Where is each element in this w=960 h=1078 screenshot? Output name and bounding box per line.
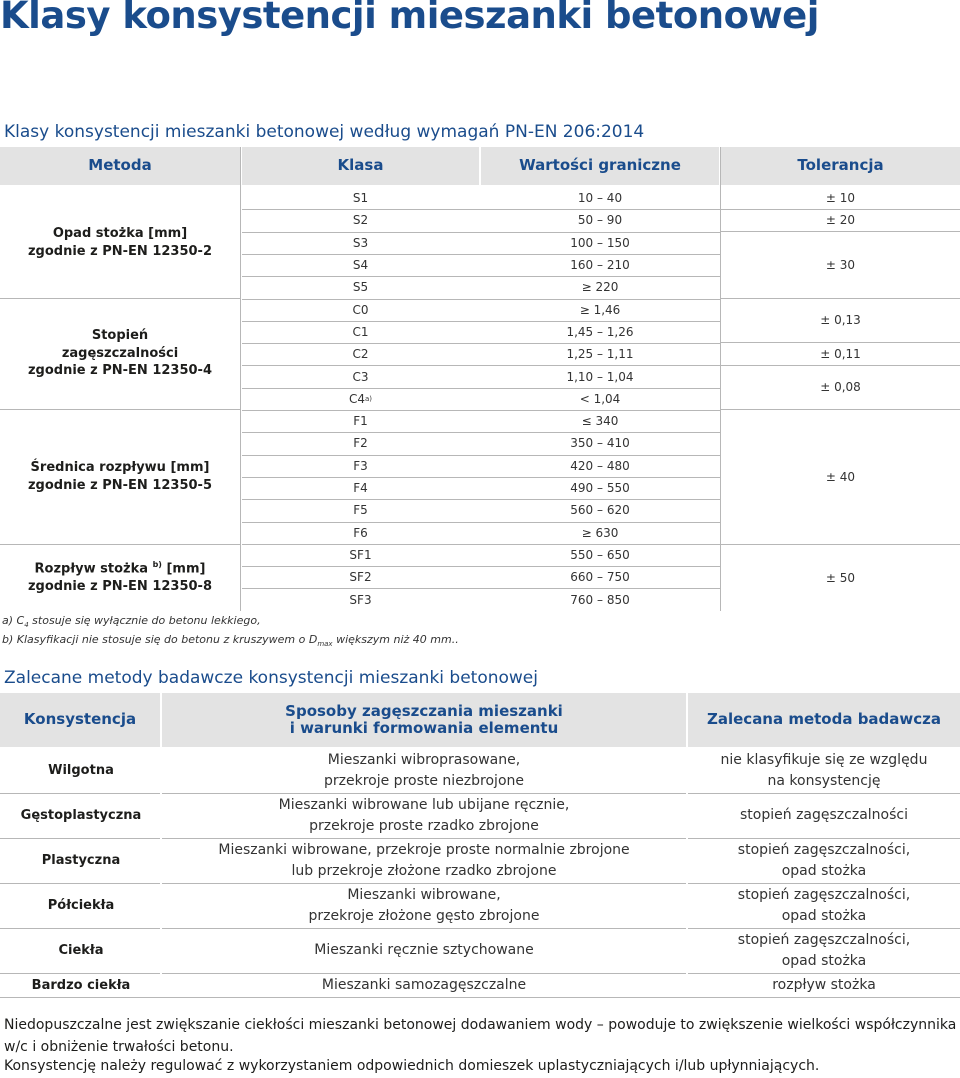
divider (721, 209, 960, 210)
note-a: a) $C_4$ stosuje się wyłącznie do betonu lekkiego, (2, 614, 261, 630)
divider (0, 928, 160, 929)
method-opad (0, 187, 240, 298)
table2-header-sposoby: Sposoby zagęszczania mieszanki i warunki formowania elementu (162, 693, 686, 747)
wartosci-cell: 550 – 650 (570, 547, 630, 562)
tolerance-cell: ± 0,13 (820, 313, 861, 327)
divider (688, 838, 960, 839)
klasa-cell: SF1 (349, 547, 372, 562)
divider (242, 254, 720, 255)
table1-header-wartosci: Wartości graniczne (481, 147, 719, 185)
divider (0, 298, 240, 299)
tolerance-cell: ± 20 (825, 213, 856, 227)
tolerance-cell: ± 30 (825, 257, 856, 272)
divider (242, 544, 720, 545)
divider (242, 477, 720, 478)
divider (688, 793, 960, 794)
klasa-cell: F5 (353, 503, 368, 518)
divider (242, 455, 720, 456)
konsystencja-cell: Ciekła (58, 943, 104, 958)
klasa-cell: S3 (352, 235, 369, 250)
divider (242, 321, 720, 322)
klasa-cell: S4 (352, 258, 369, 273)
footer-line-3: Konsystencję należy regulować z wykorzystaniem odpowiednich domieszek uplastyczniających i/lub upłynniających. (4, 1058, 820, 1074)
wartosci-cell: ≥ 220 (581, 280, 619, 295)
method-name: Opad stożka [mm] (52, 225, 188, 241)
wartosci-cell: 420 – 480 (570, 458, 630, 473)
tolerance-cell: ± 0,11 (820, 346, 861, 361)
klasa-cell: F3 (353, 458, 368, 473)
divider (162, 793, 686, 794)
divider (162, 883, 686, 884)
klasa-cell: C0 (352, 302, 369, 317)
divider (242, 410, 720, 411)
divider (242, 365, 720, 366)
divider (242, 209, 720, 210)
klasa-cell: C1 (352, 324, 369, 339)
tolerance-cell: ± 0,08 (820, 380, 861, 394)
tolerance-cell: ± 40 (825, 469, 856, 484)
metoda-cell: stopień zagęszczalności (740, 807, 908, 824)
klasa-cell: S1 (352, 191, 369, 206)
sposob-cell: Mieszanki samozagęszczalne (321, 976, 527, 993)
sposob-cell: Mieszanki wibrowane, przekroje proste normalnie zbrojone lub przekroje złożone rzadko zbrojone (218, 842, 630, 879)
divider (162, 928, 686, 929)
konsystencja-cell: Gęstoplastyczna (20, 808, 142, 823)
sposob-cell: Mieszanki wibroprasowane, przekroje proste niezbrojone (324, 752, 524, 789)
klasa-cell: C3 (352, 369, 369, 384)
divider (0, 997, 960, 998)
footer-line-2: w/c i obniżenie trwałości betonu. (4, 1039, 234, 1055)
method-norm: zgodnie z PN-EN 12350-8 (27, 578, 212, 594)
method-norm: zgodnie z PN-EN 12350-4 (27, 363, 212, 379)
wartosci-cell: 50 – 90 (577, 213, 623, 228)
table1-header-klasa: Klasa (242, 147, 479, 185)
divider (242, 232, 720, 233)
wartosci-cell: 100 – 150 (570, 235, 630, 250)
divider (721, 298, 960, 299)
table2-header-konsystencja: Konsystencja (0, 693, 160, 747)
method-sup: b) (152, 559, 162, 569)
table1-header-metoda: Metoda (0, 147, 240, 185)
wartosci-cell: ≤ 340 (581, 414, 619, 429)
divider (242, 388, 720, 389)
divider (0, 793, 160, 794)
method-name: Rozpływ stożka (34, 561, 149, 577)
method-name: Średnica rozpływu [mm] (30, 459, 210, 475)
wartosci-cell: 1,25 – 1,11 (566, 347, 634, 362)
klasa-cell: C2 (352, 347, 369, 362)
divider (242, 499, 720, 500)
klasa-cell: SF2 (349, 570, 372, 585)
wartosci-cell: ≥ 1,46 (579, 302, 621, 317)
klasa-cell: SF3 (349, 592, 372, 607)
divider (240, 147, 241, 611)
metoda-cell: stopień zagęszczalności, opad stożka (737, 842, 911, 879)
divider (688, 928, 960, 929)
divider (242, 276, 720, 277)
divider (162, 838, 686, 839)
klasa-cell: C4 a) (348, 391, 373, 406)
wartosci-cell: 10 – 40 (577, 191, 623, 206)
klasa-cell: S2 (352, 213, 369, 228)
method-name-2: zagęszczalności (61, 345, 179, 361)
divider (0, 544, 240, 545)
wartosci-cell: 560 – 620 (570, 503, 630, 518)
metoda-cell: nie klasyfikuje się ze względu na konsystencję (720, 752, 928, 789)
divider (721, 544, 960, 545)
divider (721, 342, 960, 343)
wartosci-cell: ≥ 630 (581, 525, 619, 540)
method-norm: zgodnie z PN-EN 12350-2 (27, 243, 212, 259)
metoda-cell: rozpływ stożka (772, 976, 876, 993)
metoda-cell: stopień zagęszczalności, opad stożka (737, 887, 911, 924)
sposob-cell: Mieszanki wibrowane lub ubijane ręcznie, przekroje proste rzadko zbrojone (278, 797, 570, 834)
divider (0, 838, 160, 839)
divider (242, 343, 720, 344)
footer-line-1: Niedopuszczalne jest zwiększanie ciekłości mieszanki betonowej dodawaniem wody – powoduje to zwiększenie wielkości współczynnika (4, 1017, 957, 1033)
sposob-cell: Mieszanki ręcznie sztychowane (314, 942, 534, 959)
divider (0, 883, 160, 884)
divider (242, 522, 720, 523)
konsystencja-cell: Bardzo ciekła (31, 977, 131, 993)
table2-header-metoda: Zalecana metoda badawcza (688, 693, 960, 747)
method-name: Stopień (91, 328, 149, 344)
tolerance-cell: ± 10 (825, 191, 856, 205)
divider (0, 409, 240, 410)
method-stopien (0, 298, 240, 409)
klasa-cell: F4 (353, 481, 368, 496)
tolerance-cell: ± 50 (825, 570, 856, 585)
table1-header-tolerancja: Tolerancja (721, 147, 960, 185)
page-title: Klasy konsystencji mieszanki betonowej (0, 0, 819, 37)
klasa-cell: F2 (353, 436, 368, 451)
wartosci-cell: < 1,04 (579, 391, 621, 406)
wartosci-cell: 490 – 550 (570, 481, 630, 496)
konsystencja-cell: Wilgotna (48, 763, 114, 778)
divider (242, 432, 720, 433)
klasa-cell: S5 (352, 280, 369, 295)
divider (242, 566, 720, 567)
sposob-cell: Mieszanki wibrowane, przekroje złożone gęsto zbrojone (308, 887, 540, 924)
klasa-cell: F1 (353, 414, 368, 429)
divider (721, 365, 960, 366)
metoda-cell: stopień zagęszczalności, opad stożka (737, 932, 911, 969)
divider (720, 147, 721, 611)
konsystencja-cell: Plastyczna (41, 853, 121, 868)
klasa-cell: F6 (353, 525, 368, 540)
divider (688, 883, 960, 884)
note-b: b) Klasyfikacji nie stosuje się do betonu z kruszywem o $D_{max}$ większym niż 40 mm.. (2, 633, 459, 649)
table2-caption: Zalecane metody badawcze konsystencji mieszanki betonowej (4, 668, 538, 688)
divider (0, 973, 160, 974)
method-srednica (0, 409, 240, 544)
wartosci-cell: 660 – 750 (570, 570, 630, 585)
wartosci-cell: 160 – 210 (570, 258, 630, 273)
wartosci-cell: 350 – 410 (570, 436, 630, 451)
divider (242, 588, 720, 589)
divider (688, 973, 960, 974)
divider (721, 231, 960, 232)
method-unit: [mm] (166, 561, 206, 577)
wartosci-cell: 1,10 – 1,04 (566, 369, 634, 384)
divider (242, 299, 720, 300)
divider (162, 973, 686, 974)
method-rozplyw (0, 544, 240, 611)
konsystencja-cell: Półciekła (47, 898, 115, 913)
divider (721, 409, 960, 410)
wartosci-cell: 1,45 – 1,26 (566, 324, 634, 339)
method-norm: zgodnie z PN-EN 12350-5 (27, 477, 212, 493)
wartosci-cell: 760 – 850 (570, 592, 630, 607)
table1-caption: Klasy konsystencji mieszanki betonowej według wymagań PN-EN 206:2014 (4, 122, 645, 142)
